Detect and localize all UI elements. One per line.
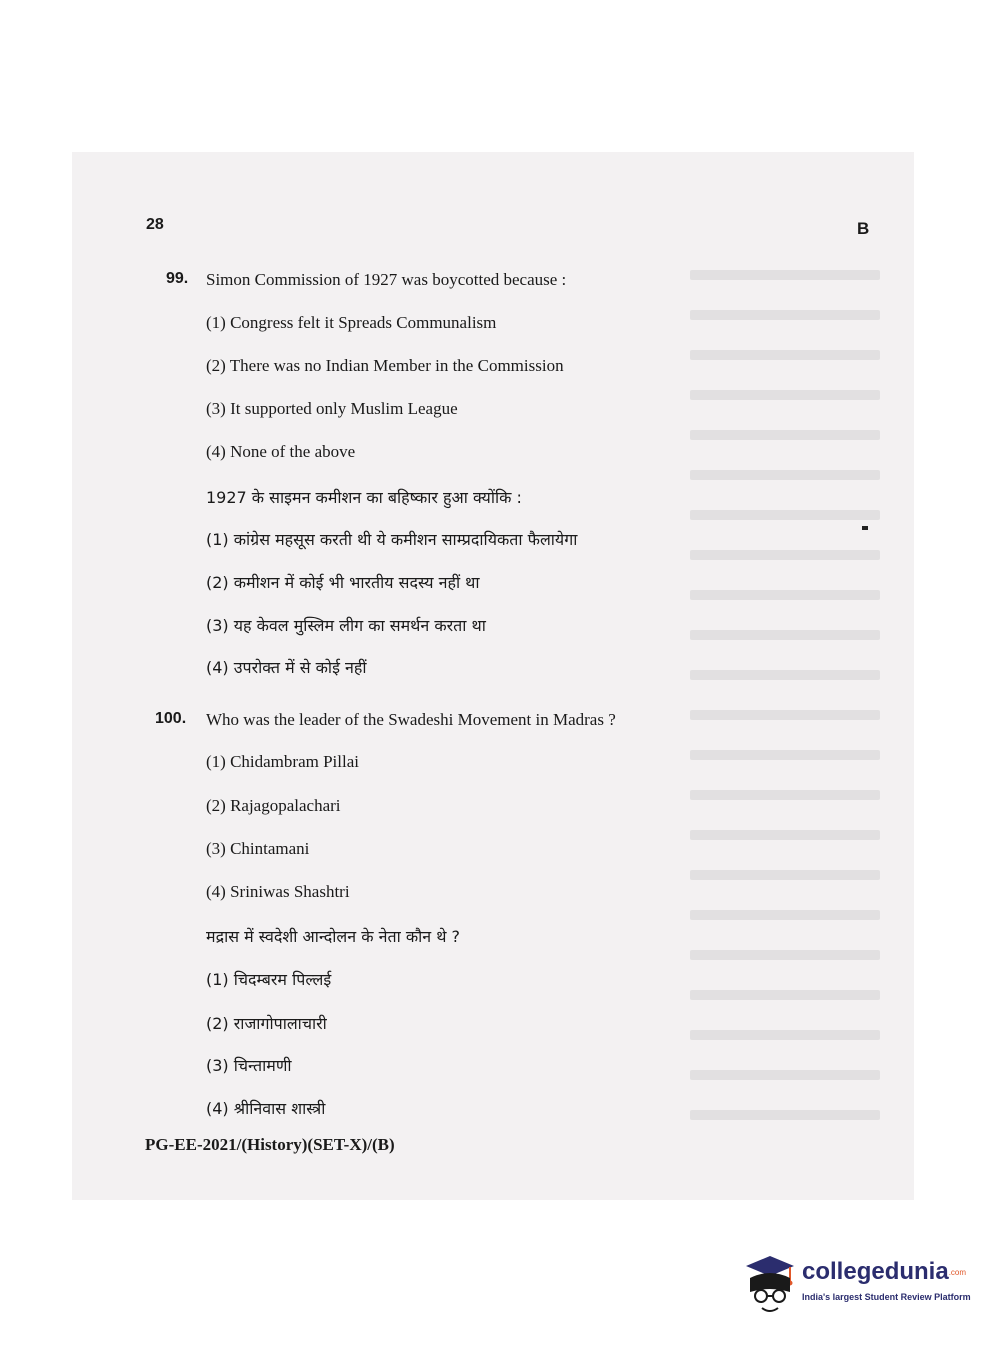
option-item-hindi: (1) चिदम्बरम पिल्लई — [206, 970, 332, 989]
question-text-hindi: 1927 के साइमन कमीशन का बहिष्कार हुआ क्योंकि : — [206, 488, 522, 507]
option-item-hindi: (2) कमीशन में कोई भी भारतीय सदस्य नहीं था — [206, 573, 480, 592]
option-item: (2) There was no Indian Member in the Commission — [206, 356, 564, 375]
option-item: (1) Chidambram Pillai — [206, 752, 359, 771]
paper-code: PG-EE-2021/(History)(SET-X)/(B) — [145, 1135, 395, 1154]
question-text: Simon Commission of 1927 was boycotted because : — [206, 270, 567, 289]
option-item-hindi: (3) यह केवल मुस्लिम लीग का समर्थन करता था — [206, 616, 486, 635]
bleed-through-text — [690, 270, 880, 1150]
option-item-hindi: (3) चिन्तामणी — [206, 1056, 292, 1075]
question-text-hindi: मद्रास में स्वदेशी आन्दोलन के नेता कौन थे ? — [206, 927, 461, 946]
collegedunia-logo — [740, 1252, 970, 1324]
mascot-icon — [740, 1252, 800, 1324]
brand-tagline: India's largest Student Review Platform — [802, 1292, 971, 1302]
brand-name: collegedunia — [802, 1258, 949, 1285]
brand-tld: .com — [948, 1268, 967, 1278]
set-letter: B — [857, 219, 870, 238]
ink-mark — [862, 526, 868, 530]
question-number: 99. — [166, 270, 189, 287]
option-item-hindi: (1) कांग्रेस महसूस करती थी ये कमीशन साम्प्रदायिकता फैलायेगा — [206, 530, 578, 549]
option-item: (3) It supported only Muslim League — [206, 399, 458, 418]
option-item-hindi: (2) राजागोपालाचारी — [206, 1014, 327, 1033]
question-text: Who was the leader of the Swadeshi Movement in Madras ? — [206, 710, 616, 729]
option-item-hindi: (4) श्रीनिवास शास्त्री — [206, 1099, 326, 1118]
option-item-hindi: (4) उपरोक्त में से कोई नहीं — [206, 658, 367, 677]
option-item: (4) Sriniwas Shashtri — [206, 882, 350, 901]
option-item: (2) Rajagopalachari — [206, 796, 341, 815]
page-number: 28 — [146, 216, 164, 233]
option-item: (1) Congress felt it Spreads Communalism — [206, 313, 497, 332]
option-item: (4) None of the above — [206, 442, 356, 461]
option-item: (3) Chintamani — [206, 839, 310, 858]
question-number: 100. — [155, 710, 187, 727]
